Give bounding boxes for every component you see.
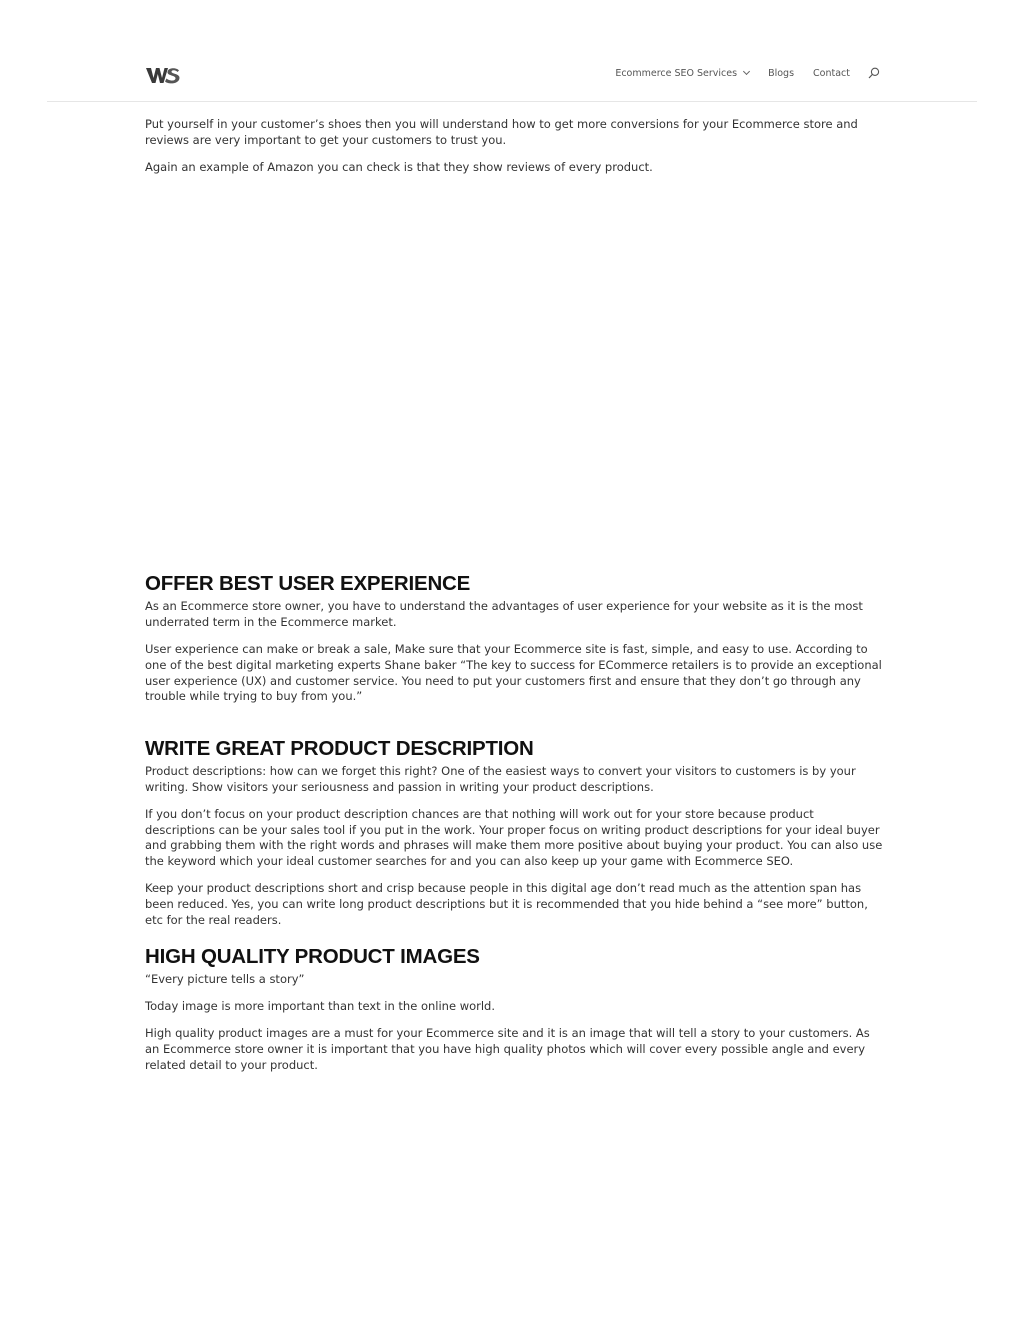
product-description-paragraph-3: Keep your product descriptions short and crisp because people in this digital age don’t read much as the attention span has been reduced. Yes, you can write long product descriptions but it is recommended that you hide behind a “see more” button, etc for the real readers.	[145, 880, 868, 927]
section-heading-product-description: WRITE GREAT PRODUCT DESCRIPTION	[145, 737, 534, 761]
nav-ecommerce-seo-services-label: Ecommerce SEO Services	[615, 67, 738, 79]
intro-paragraph-2: Again an example of Amazon you can check is that they show reviews of every product.	[145, 159, 653, 174]
section-spacer	[145, 705, 885, 737]
nav-contact-label: Contact	[813, 67, 850, 79]
nav-contact[interactable]	[813, 68, 850, 79]
product-images-paragraph-1: “Every picture tells a story”	[145, 972, 305, 987]
product-description-paragraph-2: If you don’t focus on your product description chances are that nothing will work out for your store because product descriptions can be your sales tool if you put in the work. Your proper focus on writing product descriptions for your ideal buyer and grabbing them with the right words and phrases will make them more positive about buying your product. You can also use the keyword which your ideal customer searches for and you can also keep up your game with Ecommerce SEO.	[145, 806, 883, 869]
product-images-paragraph-3: High quality product images are a must for your Ecommerce site and it is an image that will tell a story to your customers. As an Ecommerce store owner it is important that you have high quality photos which will cover every possible angle and every related detail to your product.	[145, 1025, 870, 1072]
ws-logo[interactable]	[146, 65, 180, 85]
product-images-paragraph-2: Today image is more important than text in the online world.	[145, 999, 496, 1014]
user-experience-paragraph-2: User experience can make or break a sale, Make sure that your Ecommerce site is fast, simple, and easy to use. According to one of the best digital marketing experts Shane baker “The key to success for ECommerce retailers is to provide an exceptional user experience (UX) and customer service. You need to put your customers first and ensure that they don’t go through any trouble while trying to buy from you.”	[145, 641, 882, 704]
ws-logo-mark	[146, 65, 180, 85]
nav-ecommerce-seo-services[interactable]	[615, 68, 749, 79]
header-divider	[47, 101, 977, 102]
user-experience-paragraph-1: As an Ecommerce store owner, you have to understand the advantages of user experience for your website as it is the most underrated term in the Ecommerce market.	[145, 599, 863, 630]
search-icon[interactable]	[868, 67, 880, 79]
main-nav	[615, 67, 880, 79]
section-heading-product-images: HIGH QUALITY PRODUCT IMAGES	[145, 945, 480, 969]
site-header	[0, 0, 1024, 101]
product-description-paragraph-1: Product descriptions: how can we forget this right? One of the easiest ways to convert your visitors to customers is by your writing. Show visitors your seriousness and passion in writing your product descriptions.	[145, 764, 856, 794]
chevron-down-icon	[743, 68, 750, 75]
intro-paragraph-1: Put yourself in your customer’s shoes then you will understand how to get more conversions for your Ecommerce store and reviews are very important to get your customers to trust you.	[145, 117, 858, 147]
image-placeholder	[145, 186, 885, 572]
section-spacer	[145, 928, 885, 945]
article-body	[145, 117, 885, 1073]
nav-blogs[interactable]	[768, 68, 794, 79]
section-heading-user-experience: OFFER BEST USER EXPERIENCE	[145, 572, 471, 596]
nav-blogs-label: Blogs	[768, 67, 795, 79]
